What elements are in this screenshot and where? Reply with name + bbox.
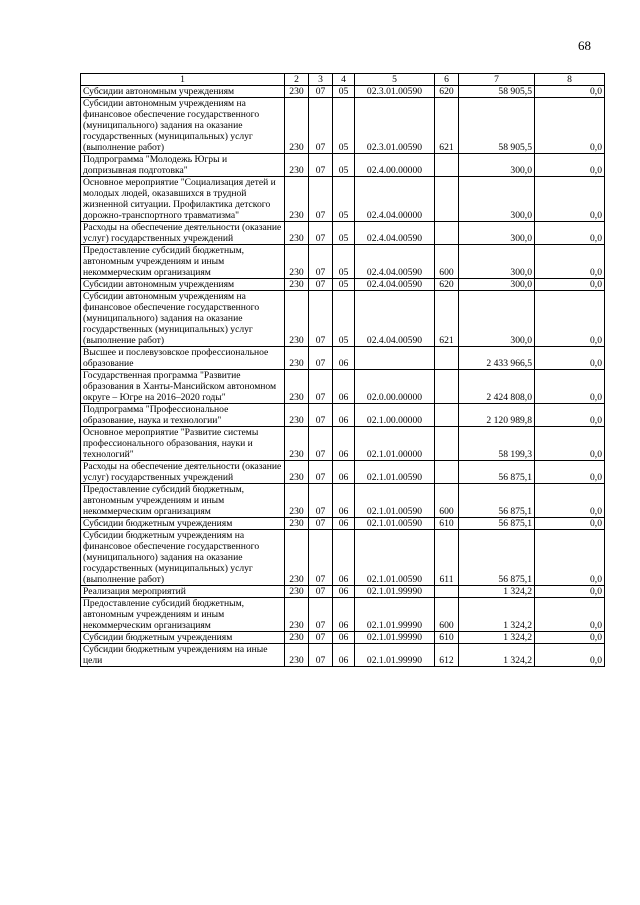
row-section: 07 [309, 347, 333, 370]
row-admin-code: 230 [285, 598, 309, 632]
page-number: 68 [578, 38, 591, 53]
row-section: 07 [309, 530, 333, 586]
row-amount-extra: 0,0 [535, 518, 605, 530]
row-admin-code: 230 [285, 530, 309, 586]
row-amount-extra: 0,0 [535, 586, 605, 598]
row-subsection: 05 [333, 245, 355, 279]
row-amount: 56 875,1 [459, 461, 535, 484]
row-section: 07 [309, 598, 333, 632]
table-row [81, 98, 605, 154]
row-section: 07 [309, 404, 333, 427]
table-row [81, 279, 605, 291]
row-amount: 58 905,5 [459, 98, 535, 154]
row-expense-type: 600 [435, 245, 459, 279]
row-subsection: 06 [333, 586, 355, 598]
row-amount: 300,0 [459, 154, 535, 177]
table-row [81, 586, 605, 598]
row-target-article: 02.1.01.00590 [355, 461, 435, 484]
row-amount: 56 875,1 [459, 530, 535, 586]
row-section: 07 [309, 177, 333, 222]
row-section: 07 [309, 484, 333, 518]
row-admin-code: 230 [285, 518, 309, 530]
row-name: Основное мероприятие "Социализация детей и молодых людей, оказавшихся в трудной жизненной ситуации. Профилактика детского дорожно-транспортного травматизма" [81, 177, 285, 222]
table-row [81, 245, 605, 279]
row-subsection: 06 [333, 461, 355, 484]
row-amount: 1 324,2 [459, 644, 535, 667]
row-admin-code: 230 [285, 484, 309, 518]
row-name: Реализация мероприятий [81, 586, 285, 598]
row-admin-code: 230 [285, 154, 309, 177]
row-target-article: 02.4.04.00590 [355, 291, 435, 347]
column-header: 2 [285, 74, 309, 86]
row-expense-type [435, 154, 459, 177]
row-amount: 1 324,2 [459, 598, 535, 632]
row-expense-type [435, 177, 459, 222]
row-subsection: 06 [333, 530, 355, 586]
row-name: Субсидии бюджетным учреждениям на иные цели [81, 644, 285, 667]
row-section: 07 [309, 154, 333, 177]
row-name: Предоставление субсидий бюджетным, автономным учреждениям и иным некоммерческим организациям [81, 484, 285, 518]
row-amount-extra: 0,0 [535, 598, 605, 632]
row-target-article: 02.1.01.00590 [355, 518, 435, 530]
row-amount-extra: 0,0 [535, 291, 605, 347]
row-target-article: 02.4.04.00000 [355, 177, 435, 222]
row-target-article [355, 347, 435, 370]
table-body [81, 86, 605, 667]
row-section: 07 [309, 86, 333, 98]
row-section: 07 [309, 222, 333, 245]
row-target-article: 02.1.01.00590 [355, 530, 435, 586]
row-expense-type: 610 [435, 632, 459, 644]
table-row [81, 154, 605, 177]
row-expense-type: 620 [435, 279, 459, 291]
table-row [81, 530, 605, 586]
row-amount: 300,0 [459, 245, 535, 279]
row-subsection: 05 [333, 86, 355, 98]
table-row [81, 427, 605, 461]
row-amount-extra: 0,0 [535, 86, 605, 98]
row-subsection: 05 [333, 291, 355, 347]
row-subsection: 06 [333, 370, 355, 404]
row-subsection: 06 [333, 347, 355, 370]
row-admin-code: 230 [285, 427, 309, 461]
row-amount-extra: 0,0 [535, 530, 605, 586]
row-name: Расходы на обеспечение деятельности (оказание услуг) государственных учреждений [81, 461, 285, 484]
row-target-article: 02.1.01.99990 [355, 598, 435, 632]
row-target-article: 02.1.01.99990 [355, 644, 435, 667]
row-subsection: 06 [333, 427, 355, 461]
row-name: Высшее и послевузовское профессиональное образование [81, 347, 285, 370]
row-section: 07 [309, 370, 333, 404]
row-name: Предоставление субсидий бюджетным, автономным учреждениям и иным некоммерческим организациям [81, 245, 285, 279]
row-admin-code: 230 [285, 291, 309, 347]
row-amount-extra: 0,0 [535, 644, 605, 667]
column-header: 7 [459, 74, 535, 86]
row-amount: 58 905,5 [459, 86, 535, 98]
row-target-article: 02.1.01.99990 [355, 586, 435, 598]
row-admin-code: 230 [285, 222, 309, 245]
row-admin-code: 230 [285, 177, 309, 222]
row-section: 07 [309, 245, 333, 279]
row-amount: 300,0 [459, 279, 535, 291]
row-expense-type: 610 [435, 518, 459, 530]
budget-table [80, 73, 605, 667]
table-row [81, 632, 605, 644]
row-subsection: 06 [333, 632, 355, 644]
row-name: Подпрограмма "Профессиональное образование, наука и технологии" [81, 404, 285, 427]
row-target-article: 02.3.01.00590 [355, 86, 435, 98]
row-admin-code: 230 [285, 370, 309, 404]
table-header-row [81, 74, 605, 86]
row-subsection: 06 [333, 484, 355, 518]
row-target-article: 02.0.00.00000 [355, 370, 435, 404]
row-section: 07 [309, 461, 333, 484]
row-expense-type [435, 347, 459, 370]
row-admin-code: 230 [285, 644, 309, 667]
row-amount: 2 120 989,8 [459, 404, 535, 427]
row-amount-extra: 0,0 [535, 484, 605, 518]
row-target-article: 02.1.00.00000 [355, 404, 435, 427]
row-amount: 56 875,1 [459, 484, 535, 518]
table-row [81, 86, 605, 98]
row-amount: 300,0 [459, 222, 535, 245]
row-name: Субсидии автономным учреждениям [81, 279, 285, 291]
row-subsection: 06 [333, 518, 355, 530]
table-row [81, 177, 605, 222]
row-section: 07 [309, 98, 333, 154]
row-amount-extra: 0,0 [535, 347, 605, 370]
row-amount: 300,0 [459, 291, 535, 347]
row-name: Подпрограмма "Молодежь Югры и допризывная подготовка" [81, 154, 285, 177]
row-expense-type: 612 [435, 644, 459, 667]
row-subsection: 05 [333, 222, 355, 245]
table-row [81, 404, 605, 427]
row-target-article: 02.4.04.00590 [355, 279, 435, 291]
row-amount-extra: 0,0 [535, 154, 605, 177]
row-section: 07 [309, 632, 333, 644]
row-name: Расходы на обеспечение деятельности (оказание услуг) государственных учреждений [81, 222, 285, 245]
row-name: Субсидии бюджетным учреждениям на финансовое обеспечение государственного (муниципального) задания на оказание государственных (муниципальных) услуг (выполнение работ) [81, 530, 285, 586]
column-header: 8 [535, 74, 605, 86]
row-expense-type [435, 586, 459, 598]
row-admin-code: 230 [285, 279, 309, 291]
table-row [81, 461, 605, 484]
table-row [81, 598, 605, 632]
table-row [81, 291, 605, 347]
column-header: 1 [81, 74, 285, 86]
row-name: Субсидии бюджетным учреждениям [81, 518, 285, 530]
row-name: Субсидии автономным учреждениям на финансовое обеспечение государственного (муниципального) задания на оказание государственных (муниципальных) услуг (выполнение работ) [81, 98, 285, 154]
row-amount: 56 875,1 [459, 518, 535, 530]
table-row [81, 222, 605, 245]
row-target-article: 02.4.04.00590 [355, 222, 435, 245]
row-subsection: 05 [333, 98, 355, 154]
row-admin-code: 230 [285, 404, 309, 427]
row-amount: 58 199,3 [459, 427, 535, 461]
row-amount-extra: 0,0 [535, 404, 605, 427]
table-row [81, 347, 605, 370]
row-target-article: 02.1.01.00000 [355, 427, 435, 461]
row-amount: 2 433 966,5 [459, 347, 535, 370]
table-row [81, 644, 605, 667]
row-section: 07 [309, 279, 333, 291]
row-admin-code: 230 [285, 586, 309, 598]
row-admin-code: 230 [285, 347, 309, 370]
row-amount-extra: 0,0 [535, 177, 605, 222]
row-section: 07 [309, 586, 333, 598]
row-admin-code: 230 [285, 98, 309, 154]
row-amount: 2 424 808,0 [459, 370, 535, 404]
row-name: Основное мероприятие "Развитие системы профессионального образования, науки и технологий" [81, 427, 285, 461]
table-row [81, 370, 605, 404]
column-header: 6 [435, 74, 459, 86]
row-amount-extra: 0,0 [535, 427, 605, 461]
row-expense-type [435, 427, 459, 461]
row-name: Государственная программа "Развитие образования в Ханты-Мансийском автономном округе – Югре на 2016–2020 годы" [81, 370, 285, 404]
row-admin-code: 230 [285, 86, 309, 98]
row-section: 07 [309, 644, 333, 667]
row-expense-type: 621 [435, 98, 459, 154]
row-expense-type: 600 [435, 484, 459, 518]
row-expense-type [435, 222, 459, 245]
column-header: 3 [309, 74, 333, 86]
row-expense-type: 611 [435, 530, 459, 586]
row-subsection: 05 [333, 177, 355, 222]
row-subsection: 05 [333, 279, 355, 291]
row-expense-type: 600 [435, 598, 459, 632]
row-expense-type: 621 [435, 291, 459, 347]
row-subsection: 06 [333, 404, 355, 427]
row-subsection: 06 [333, 598, 355, 632]
row-subsection: 05 [333, 154, 355, 177]
row-name: Субсидии бюджетным учреждениям [81, 632, 285, 644]
row-amount-extra: 0,0 [535, 222, 605, 245]
row-amount: 1 324,2 [459, 586, 535, 598]
row-target-article: 02.4.04.00590 [355, 245, 435, 279]
row-name: Субсидии автономным учреждениям на финансовое обеспечение государственного (муниципального) задания на оказание государственных (муниципальных) услуг (выполнение работ) [81, 291, 285, 347]
row-expense-type [435, 370, 459, 404]
row-amount: 300,0 [459, 177, 535, 222]
row-target-article: 02.1.01.00590 [355, 484, 435, 518]
row-target-article: 02.3.01.00590 [355, 98, 435, 154]
column-header: 4 [333, 74, 355, 86]
row-amount-extra: 0,0 [535, 632, 605, 644]
row-amount-extra: 0,0 [535, 461, 605, 484]
row-amount-extra: 0,0 [535, 370, 605, 404]
row-name: Субсидии автономным учреждениям [81, 86, 285, 98]
row-expense-type: 620 [435, 86, 459, 98]
row-target-article: 02.1.01.99990 [355, 632, 435, 644]
row-section: 07 [309, 518, 333, 530]
row-section: 07 [309, 427, 333, 461]
column-header: 5 [355, 74, 435, 86]
row-admin-code: 230 [285, 245, 309, 279]
row-name: Предоставление субсидий бюджетным, автономным учреждениям и иным некоммерческим организациям [81, 598, 285, 632]
row-expense-type [435, 461, 459, 484]
table-row [81, 484, 605, 518]
row-amount-extra: 0,0 [535, 98, 605, 154]
row-amount-extra: 0,0 [535, 279, 605, 291]
row-expense-type [435, 404, 459, 427]
row-subsection: 06 [333, 644, 355, 667]
row-amount: 1 324,2 [459, 632, 535, 644]
table-row [81, 518, 605, 530]
row-admin-code: 230 [285, 461, 309, 484]
row-section: 07 [309, 291, 333, 347]
row-target-article: 02.4.00.00000 [355, 154, 435, 177]
row-admin-code: 230 [285, 632, 309, 644]
row-amount-extra: 0,0 [535, 245, 605, 279]
